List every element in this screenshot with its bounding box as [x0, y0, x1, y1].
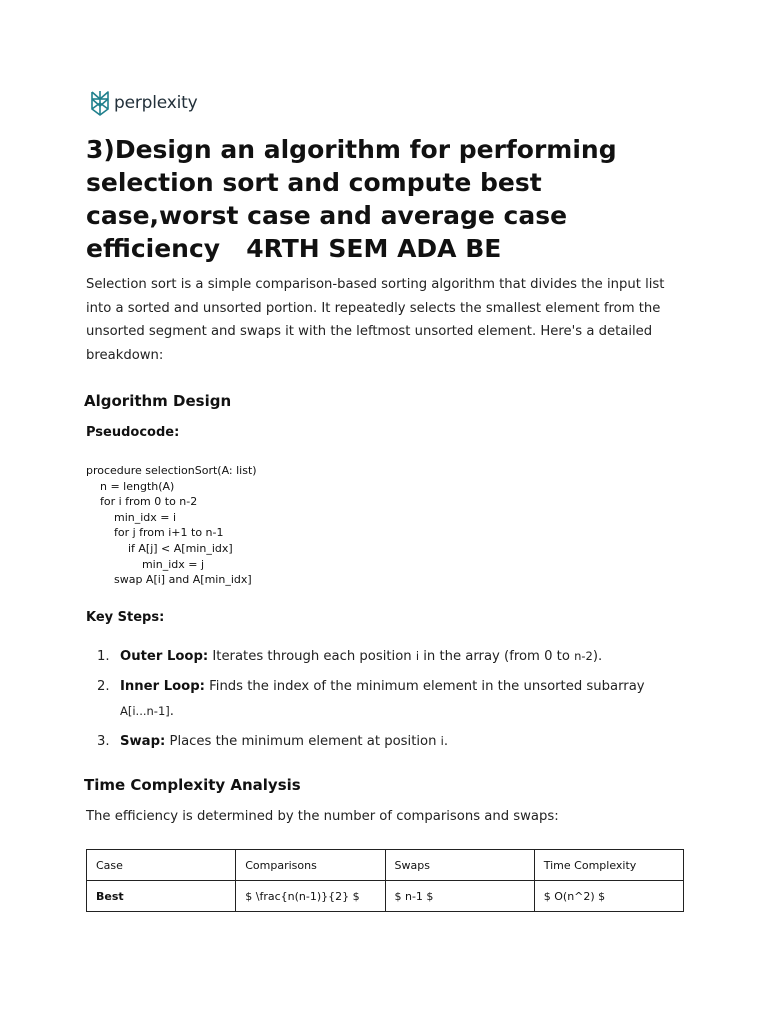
table-cell: $ n-1 $ — [385, 881, 534, 912]
time-complexity-heading: Time Complexity Analysis — [84, 776, 301, 794]
code-line: min_idx = j — [86, 557, 205, 571]
key-steps-heading: Key Steps: — [86, 610, 165, 625]
algorithm-design-heading: Algorithm Design — [84, 392, 232, 410]
inline-code: A[i...n-1] — [120, 704, 170, 718]
step-text: . — [169, 704, 174, 719]
title-line: efficiency 4RTH SEM ADA BE — [86, 234, 502, 263]
table-cell: $ \frac{n(n-1)}{2} $ — [236, 881, 385, 912]
table-cell: $ O(n^2) $ — [534, 881, 683, 912]
table-row — [87, 881, 684, 912]
intro-paragraph — [86, 273, 686, 367]
table-cell: Best — [87, 881, 236, 912]
step-text: . — [443, 734, 449, 749]
page-title — [86, 133, 686, 265]
list-number: 3. — [97, 734, 110, 749]
step-text: Places the minimum element at position — [165, 734, 441, 749]
list-item — [86, 645, 686, 668]
code-line: for j from i+1 to n-1 — [86, 526, 224, 540]
list-item — [86, 675, 686, 724]
list-number: 1. — [97, 649, 110, 664]
list-item — [86, 730, 686, 753]
code-line: for i from 0 to n-2 — [86, 495, 198, 509]
intro-line: Selection sort is a simple comparison-based sorting algorithm that divides the input list — [86, 277, 665, 292]
step-label: Swap: — [120, 734, 166, 749]
title-line: selection sort and compute best — [86, 168, 542, 197]
table-header-row — [87, 850, 684, 881]
time-complexity-intro: The efficiency is determined by the number of comparisons and swaps: — [86, 809, 559, 824]
inline-code: i — [415, 649, 420, 663]
pseudocode-block — [86, 463, 257, 588]
intro-line: into a sorted and unsorted portion. It repeatedly selects the smallest element from the — [86, 300, 661, 316]
inline-code: i — [440, 734, 444, 748]
code-line: n = length(A) — [86, 479, 175, 493]
intro-line: breakdown: — [86, 347, 164, 363]
code-line: swap A[i] and A[min_idx] — [86, 573, 252, 587]
perplexity-logo — [89, 89, 197, 117]
code-line: min_idx = i — [86, 510, 177, 524]
step-label: Outer Loop: — [120, 649, 209, 664]
step-text: Iterates through each position — [208, 649, 416, 664]
perplexity-logo-icon — [89, 90, 111, 116]
complexity-table — [86, 849, 684, 912]
code-line: procedure selectionSort(A: list) — [86, 464, 257, 477]
step-text: Finds the index of the minimum element in the unsorted subarray — [204, 679, 645, 694]
brand-name: perplexity — [114, 93, 198, 113]
intro-line: unsorted segment and swaps it with the leftmost unsorted element. Here's a detailed — [86, 324, 653, 339]
key-steps-list — [86, 645, 686, 753]
step-label: Inner Loop: — [120, 679, 205, 694]
title-line: 3)Design an algorithm for performing — [86, 135, 617, 164]
column-header: Time Complexity — [534, 850, 683, 881]
list-number: 2. — [97, 679, 110, 694]
code-line: if A[j] < A[min_idx] — [86, 541, 233, 555]
step-text: ). — [592, 649, 603, 664]
pseudocode-heading: Pseudocode: — [86, 425, 180, 440]
inline-code: n-2 — [574, 649, 593, 663]
step-text: in the array (from 0 to — [419, 649, 575, 664]
title-line: case,worst case and average case — [86, 201, 568, 230]
column-header: Comparisons — [236, 850, 385, 881]
column-header: Case — [87, 850, 236, 881]
column-header: Swaps — [385, 850, 534, 881]
